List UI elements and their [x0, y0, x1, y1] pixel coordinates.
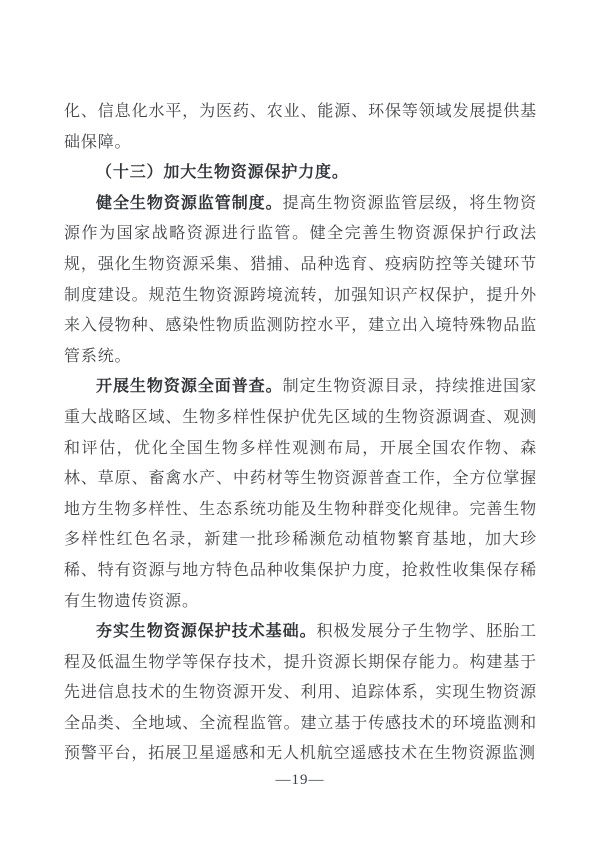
body-text-block: [64, 97, 537, 770]
paragraph-body-text: 积极发展分子生物学、胚胎工程及低温生物学等保存技术，提升资源长期保存能力。构建基于先进信息技术的生物资源开发、利用、追踪体系，实现生物资源全品类、全地域、全流程监管。建立基于传感技术的环境监测和预警平台，拓展卫星遥感和无人机航空遥感技术在生物资源监测: [64, 623, 537, 763]
paragraph-body-text: 提高生物资源监管层级，将生物资源作为国家战略资源进行监管。健全完善生物资源保护行政法规，强化生物资源采集、猎捕、品种选育、疫病防控等关键环节制度建设。规范生物资源跨境流转，加强知识产权保护，提升外来入侵物种、感染性物质监测防控水平，建立出入境特殊物品监管系统。: [64, 194, 537, 365]
page-number: —19—: [275, 772, 325, 788]
paragraph-body-text: 制定生物资源目录，持续推进国家重大战略区域、生物多样性保护优先区域的生物资源调查、观测和评估，优化全国生物多样性观测布局，开展全国农作物、森林、草原、畜禽水产、中药材等生物资源普查工作，全方位掌握地方生物多样性、生态系统功能及生物种群变化规律。完善生物多样性红色名录，新建一批珍稀濒危动植物繁育基地，加大珍稀、特有资源与地方特色品种收集保护力度，抢救性收集保存稀有生物遗传资源。: [64, 378, 537, 610]
paragraph: [64, 617, 537, 770]
continuation-paragraph: 化、信息化水平，为医药、农业、能源、环保等领域发展提供基础保障。: [64, 103, 537, 151]
paragraph: [64, 189, 537, 373]
paragraph-lead-sentence: 夯实生物资源保护技术基础。: [96, 623, 317, 641]
section-heading: （十三）加大生物资源保护力度。: [96, 164, 349, 182]
paragraph: [64, 372, 537, 617]
paragraph-lead-sentence: 健全生物资源监管制度。: [96, 194, 283, 212]
paragraph-lead-sentence: 开展生物资源全面普查。: [96, 378, 283, 396]
